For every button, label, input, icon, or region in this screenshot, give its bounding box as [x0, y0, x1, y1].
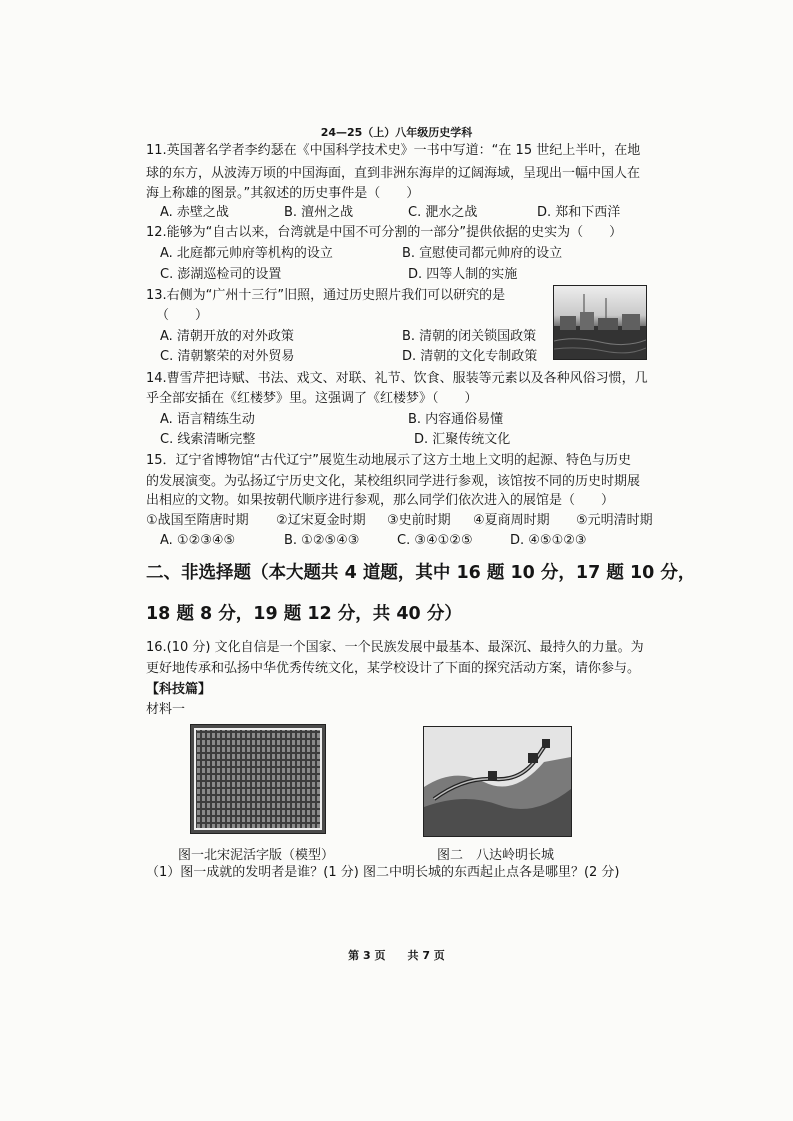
q11-option-c: C. 淝水之战	[408, 205, 478, 220]
q15-stem-line-1: 15．辽宁省博物馆“古代辽宁”展览生动地展示了这方土地上文明的起源、特色与历史	[146, 453, 632, 468]
q11-stem-line-1: 11.英国著名学者李约瑟在《中国科学技术史》一书中写道：“在 15 世纪上半叶，在地	[146, 143, 641, 158]
q11-stem-line-3: 海上称雄的图景。”其叙述的历史事件是（ ）	[146, 186, 420, 201]
q15-hall-3: ③史前时期	[387, 513, 451, 528]
q14-option-d: D. 汇聚传统文化	[414, 432, 511, 447]
q13-stem-line-2: （ ）	[156, 308, 209, 323]
q13-option-b: B. 清朝的闭关锁国政策	[402, 329, 537, 344]
q13-option-d: D. 清朝的文化专制政策	[402, 349, 538, 364]
great-wall-figure	[423, 726, 572, 837]
page-header: 24—25（上）八年级历史学科	[320, 126, 473, 139]
q15-hall-1: ①战国至隋唐时期	[146, 513, 249, 528]
q16-question-1: （1）图一成就的发明者是谁？(1 分) 图二中明长城的东西起止点各是哪里？(2 分)	[146, 865, 620, 880]
q14-option-b: B. 内容通俗易懂	[408, 412, 504, 427]
section2-heading-line-2: 18 题 8 分，19 题 12 分，共 40 分）	[146, 604, 462, 624]
q12-option-a: A. 北庭都元帅府等机构的设立	[160, 246, 333, 261]
q11-option-b: B. 澶州之战	[284, 205, 354, 220]
q15-hall-4: ④夏商周时期	[473, 513, 550, 528]
q15-option-d: D. ④⑤①②③	[510, 533, 587, 548]
q15-hall-2: ②辽宋夏金时期	[276, 513, 366, 528]
q11-option-a: A. 赤壁之战	[160, 205, 229, 220]
section2-heading-line-1: 二、非选择题（本大题共 4 道题，其中 16 题 10 分，17 题 10 分，	[146, 563, 696, 583]
q11-stem-line-2: 球的东方，从波涛万顷的中国海面，直到非洲东海岸的辽阔海域，呈现出一幅中国人在	[146, 166, 641, 181]
q12-option-c: C. 澎湖巡检司的设置	[160, 267, 282, 282]
q14-option-a: A. 语言精练生动	[160, 412, 255, 427]
q12-option-b: B. 宣慰使司都元帅府的设立	[402, 246, 563, 261]
q12-option-d: D. 四等人制的实施	[408, 267, 518, 282]
q15-option-b: B. ①②⑤④③	[284, 533, 360, 548]
q14-option-c: C. 线索清晰完整	[160, 432, 256, 447]
fig2-caption: 图二 八达岭明长城	[437, 848, 555, 863]
q15-stem-line-2: 的发展演变。为弘扬辽宁历史文化，某校组织同学进行参观，该馆按不同的历史时期展	[146, 474, 641, 489]
q15-option-a: A. ①②③④⑤	[160, 533, 236, 548]
q16-subsection-title: 【科技篇】	[146, 682, 212, 697]
q15-stem-line-3: 出相应的文物。如果按朝代顺序进行参观，那么同学们依次进入的展馆是（ ）	[146, 493, 615, 508]
q13-option-a: A. 清朝开放的对外政策	[160, 329, 294, 344]
q15-hall-5: ⑤元明清时期	[576, 513, 653, 528]
q16-material-label: 材料一	[146, 702, 186, 717]
q16-stem-line-2: 更好地传承和弘扬中华优秀传统文化，某学校设计了下面的探究活动方案，请你参与。	[146, 661, 641, 676]
page-footer: 第 3 页 共 7 页	[348, 949, 445, 962]
q12-stem-line-1: 12.能够为“自古以来，台湾就是中国不可分割的一部分”提供依据的史实为（ ）	[146, 225, 623, 240]
thirteen-hongs-photo	[553, 285, 647, 360]
q14-stem-line-2: 乎全部安插在《红楼梦》里。这强调了《红楼梦》（ ）	[146, 391, 478, 406]
q15-option-c: C. ③④①②⑤	[397, 533, 473, 548]
q11-option-d: D. 郑和下西洋	[537, 205, 621, 220]
fig1-caption: 图一北宋泥活字版（模型）	[178, 848, 335, 863]
q13-option-c: C. 清朝繁荣的对外贸易	[160, 349, 295, 364]
q14-stem-line-1: 14.曹雪芹把诗赋、书法、戏文、对联、礼节、饮食、服装等元素以及各种风俗习惯，几	[146, 371, 648, 386]
movable-type-figure	[190, 724, 326, 834]
q13-stem-line-1: 13.右侧为“广州十三行”旧照，通过历史照片我们可以研究的是	[146, 288, 506, 303]
q16-stem-line-1: 16.(10 分) 文化自信是一个国家、一个民族发展中最基本、最深沉、最持久的力量。为	[146, 640, 644, 655]
